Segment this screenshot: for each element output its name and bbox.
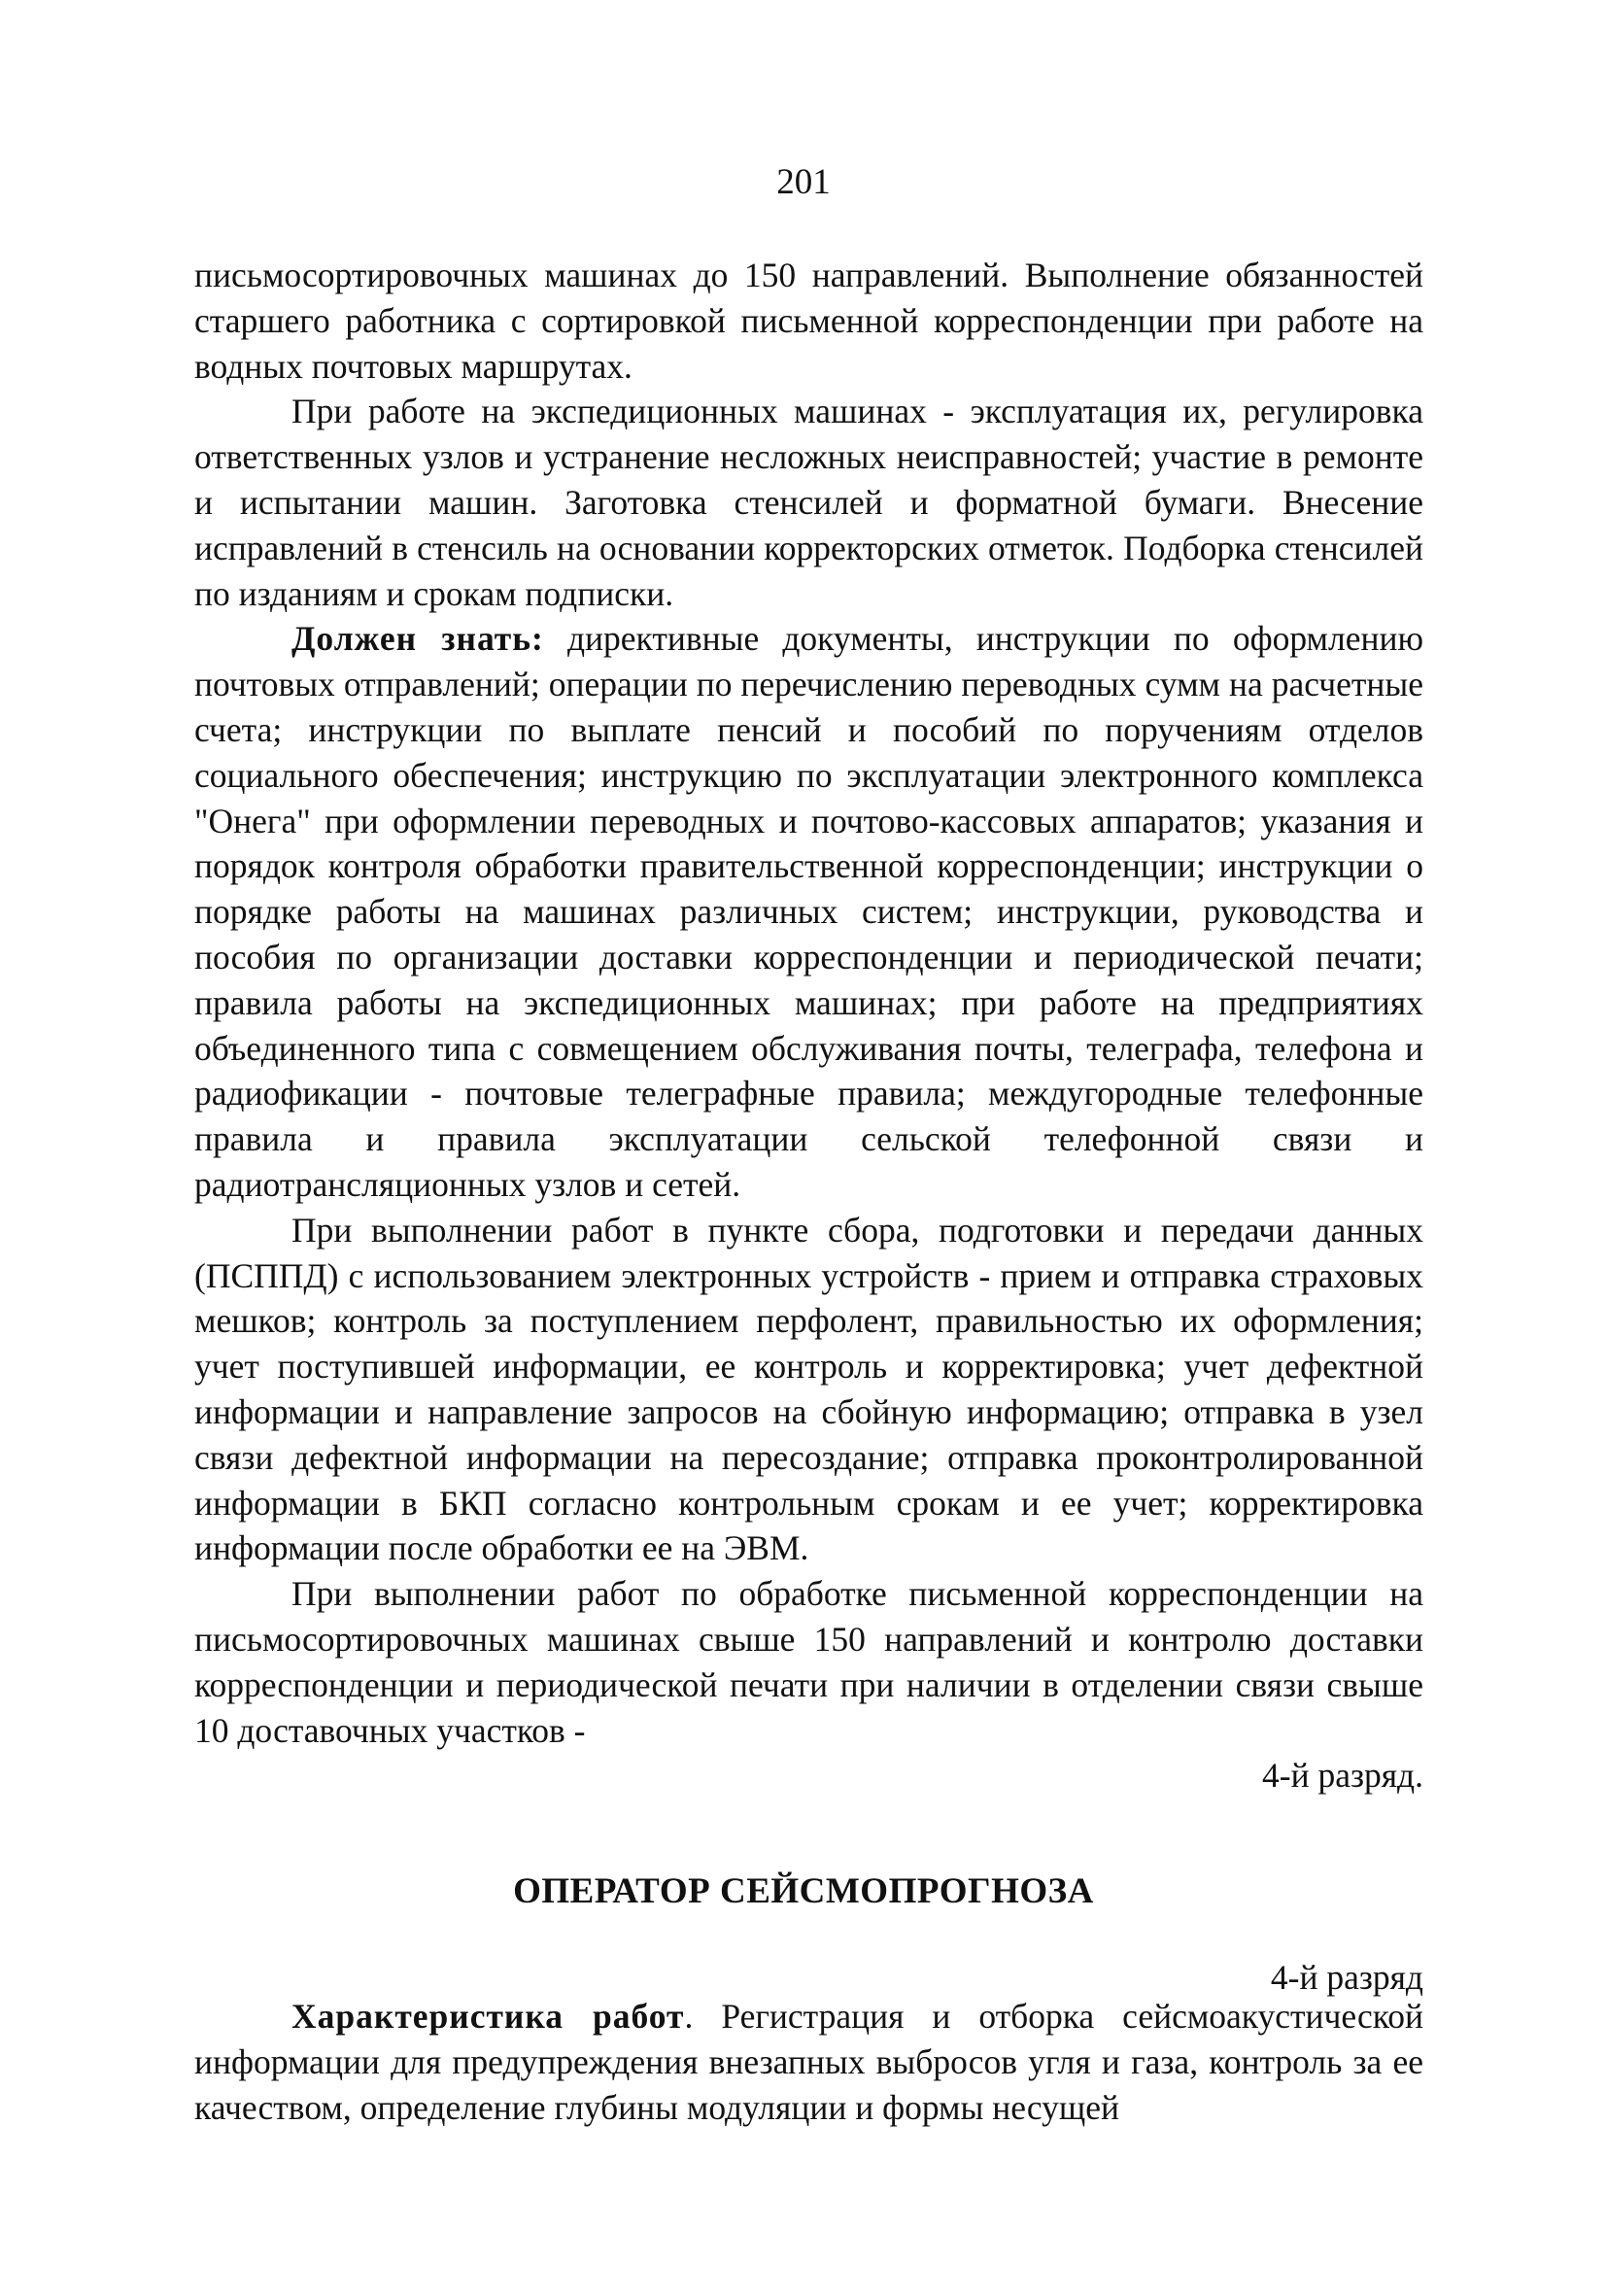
rank-condition-text: При выполнении работ по обработке письменной корреспонденции на письмосортировочных машинах свыше 150 направлений и контролю доставки корреспонденции и периодической печати при наличии в отделении связи свыше 10 доставочных участков - (194, 1574, 1423, 1750)
section-rank: 4-й разряд (1270, 1958, 1423, 1997)
paragraph-must-know (194, 616, 1423, 1207)
paragraph-work-characteristics (194, 1994, 1423, 2130)
paragraph-expedition-machines: При работе на экспедиционных машинах - эксплуатация их, регулировка ответственных узлов и устранение несложных неисправностей; участие в ремонте и испытании машин. Заготовка стенсилей и форматной бумаги. Внесение исправлений в стенсиль на основании корректорских отметок. Подборка стенсилей по изданиям и срокам подписки. (194, 392, 1423, 613)
rank-assignment-line (194, 1753, 1423, 1799)
page-number: 201 (776, 162, 831, 202)
work-characteristics-text: . Регистрация и отборка сейсмоакустической информации для предупреждения внезапных выбросов угля и газа, контроль за ее качеством, определение глубины модуляции и формы несущей (194, 1997, 1424, 2127)
rank-assignment: 4-й разряд. (1262, 1756, 1423, 1796)
must-know-text: директивные документы, инструкции по оформлению почтовых отправлений; операции по перечислению переводных сумм на расчетные счета; инструкции по выплате пенсий и пособий по поручениям отделов социального обеспечения; инструкцию по эксплуатации электронного комплекса "Онега" при оформлении переводных и почтово-кассовых аппаратов; указания и порядок контроля обработки правительственной корреспонденции; инструкции о порядке работы на машинах различных систем; инструкции, руководства и пособия по организации доставки корреспонденции и периодической печати; правила работы на экспедиционных машинах; при работе на предприятиях объединенного типа с совмещением обслуживания почты, телеграфа, телефона и радиофикации - почтовые телеграфные правила; междугородные телефонные правила и правила эксплуатации сельской телефонной связи и радиотрансляционных узлов и сетей. (194, 619, 1423, 1204)
paragraph-continuation: письмосортировочных машинах до 150 направлений. Выполнение обязанностей старшего работника с сортировкой письменной корреспонденции при работе на водных почтовых маршрутах. (194, 256, 1423, 386)
term-work-characteristics: Характеристика работ (291, 1997, 685, 2036)
body-text-upper (194, 253, 1423, 1799)
term-must-know: Должен знать: (291, 619, 544, 659)
paragraph-psppd: При выполнении работ в пункте сбора, подготовки и передачи данных (ПСППД) с использованием электронных устройств - прием и отправка страховых мешков; контроль за поступлением перфолент, правильностью их оформления; учет поступившей информации, ее контроль и корректировка; учет дефектной информации и направление запросов на сбойную информацию; отправка в узел связи дефектной информации на пересоздание; отправка проконтролированной информации в БКП согласно контрольным срокам и ее учет; корректировка информации после обработки ее на ЭВМ. (194, 1210, 1423, 1568)
paragraph-rank-condition (194, 1571, 1423, 1753)
body-text-lower (194, 1994, 1423, 2130)
section-title: ОПЕРАТОР СЕЙСМОПРОГНОЗА (513, 1871, 1094, 1911)
